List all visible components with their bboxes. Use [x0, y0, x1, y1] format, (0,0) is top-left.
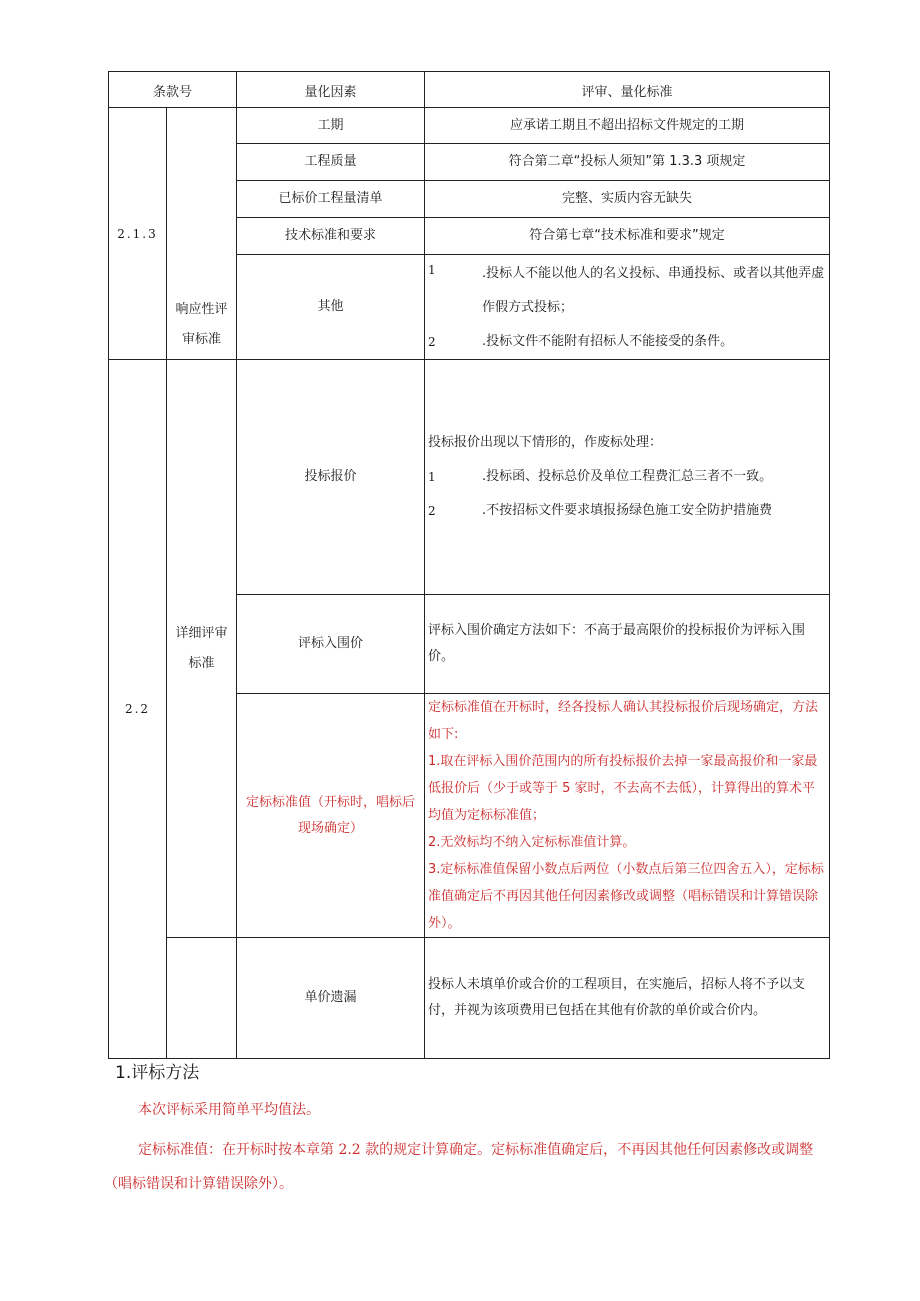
table-row — [109, 108, 830, 144]
list-item: 1 .投标函、投标总价及单位工程费汇总三者不一致。 — [428, 469, 773, 484]
calibration-line: 3.定标标准值保留小数点后两位（小数点后第三位四舍五入），定标标准值确定后不再因其他任何因素修改或调整（唱标错误和计算错误除外）。 — [428, 862, 824, 931]
clause-number-213: 2.1.3 — [109, 108, 167, 360]
factor-cell: 其他 — [237, 255, 425, 360]
list-item: 2 .不按招标文件要求填报扬绿色施工安全防护措施费 — [428, 503, 773, 518]
header-standard: 评审、量化标准 — [425, 72, 830, 108]
factor-cell: 评标入围价 — [237, 595, 425, 694]
header-factor: 量化因素 — [237, 72, 425, 108]
standard-cell: 评标入围价确定方法如下：不高于最高限价的投标报价为评标入围价。 — [425, 595, 830, 694]
standard-cell: 符合第二章“投标人须知”第 1.3.3 项规定 — [425, 144, 830, 181]
factor-cell: 已标价工程量清单 — [237, 181, 425, 218]
calibration-line: 2.无效标均不纳入定标标准值计算。 — [428, 835, 636, 850]
category-response: 响应性评审标准 — [167, 108, 237, 360]
standard-cell: 应承诺工期且不超出招标文件规定的工期 — [425, 108, 830, 144]
calibration-line: 定标标准值在开标时，经各投标人确认其投标报价后现场确定，方法如下: — [428, 700, 819, 742]
factor-cell: 定标标准值（开标时，唱标后现场确定） — [237, 694, 425, 938]
calibration-line: 1.取在评标入围价范围内的所有投标报价去掉一家最高报价和一家最低报价后（少于或等于 5 家时，不去高不去低），计算得出的算术平均值为定标标准值； — [428, 754, 818, 823]
standard-cell: 投标人未填单价或合价的工程项目，在实施后，招标人将不予以支付，并视为该项费用已包括在其他有价款的单价或合价内。 — [425, 938, 830, 1059]
category-detail: 详细评审标准 — [167, 360, 237, 938]
list-item: 1 .投标人不能以他人的名义投标、串通投标、或者以其他弄虚作假方式投标； — [428, 263, 825, 315]
bid-intro: 投标报价出现以下情形的，作废标处理： — [428, 435, 663, 450]
table-header-row — [109, 72, 830, 108]
factor-cell: 投标报价 — [237, 360, 425, 595]
factor-cell: 工期 — [237, 108, 425, 144]
paragraph: 本次评标采用简单平均值法。 — [138, 1102, 320, 1118]
header-clause: 条款号 — [109, 72, 237, 108]
factor-cell: 工程质量 — [237, 144, 425, 181]
category-empty — [167, 938, 237, 1059]
evaluation-table — [108, 71, 830, 1059]
factor-cell: 技术标准和要求 — [237, 218, 425, 255]
factor-cell: 单价遗漏 — [237, 938, 425, 1059]
section-title: 1.评标方法 — [115, 1063, 200, 1083]
table-row — [109, 360, 830, 595]
paragraph: 定标标准值：在开标时按本章第 2.2 款的规定计算确定。定标标准值确定后，不再因其他任何因素修改或调整（唱标错误和计算错误除外）。 — [104, 1142, 814, 1192]
standard-cell — [425, 255, 830, 360]
standard-cell: 完整、实质内容无缺失 — [425, 181, 830, 218]
table-row — [109, 938, 830, 1059]
standard-cell — [425, 694, 830, 938]
clause-number-22: 2.2 — [109, 360, 167, 1059]
standard-cell — [425, 360, 830, 595]
standard-cell: 符合第七章“技术标准和要求”规定 — [425, 218, 830, 255]
list-item: 2 .投标文件不能附有招标人不能接受的条件。 — [428, 334, 734, 349]
